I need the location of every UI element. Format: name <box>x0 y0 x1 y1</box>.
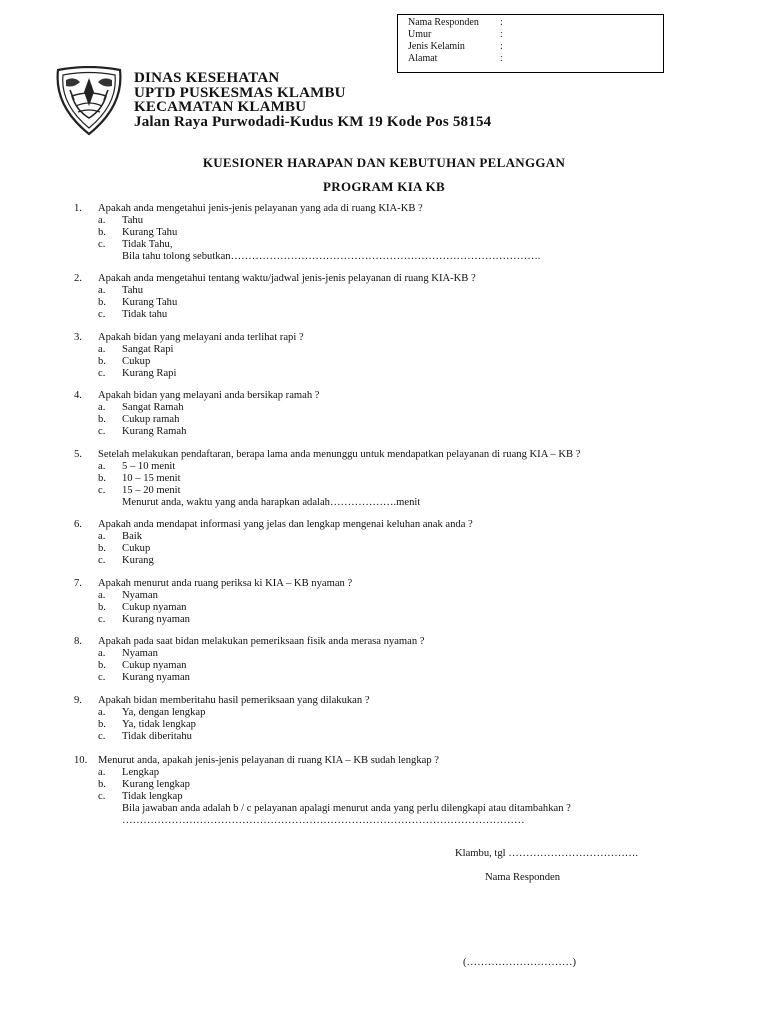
option-text: Tidak lengkap <box>122 791 183 802</box>
option-letter: b. <box>98 543 106 554</box>
option-letter: b. <box>98 356 106 367</box>
option-text: Tidak Tahu, <box>122 239 173 250</box>
option-text: 10 – 15 menit <box>122 473 181 484</box>
respondent-label: Nama Responden <box>408 17 479 28</box>
question-text: Apakah bidan yang melayani anda bersikap ramah ? <box>98 390 320 401</box>
option-letter: b. <box>98 414 106 425</box>
option-c[interactable] <box>74 614 352 626</box>
option-b[interactable] <box>74 602 352 614</box>
option-a[interactable] <box>74 344 304 356</box>
option-text: Kurang Tahu <box>122 297 178 308</box>
option-text: Cukup ramah <box>122 414 180 425</box>
option-c[interactable] <box>74 368 304 380</box>
agency-name: DINAS KESEHATAN <box>134 70 280 86</box>
respondent-label: Umur <box>408 29 432 40</box>
option-letter: c. <box>98 368 106 379</box>
signer-label: Nama Responden <box>485 872 561 883</box>
fill-in-line[interactable]: Bila tahu tolong sebutkan……………………………………………………………………………. <box>122 251 541 262</box>
question-text: Apakah bidan yang melayani anda terlihat rapi ? <box>98 332 304 343</box>
respondent-row-gender <box>408 41 663 53</box>
option-text: Kurang nyaman <box>122 672 190 683</box>
address-line: Jalan Raya Purwodadi-Kudus KM 19 Kode Pos 58154 <box>134 113 492 130</box>
option-text: Lengkap <box>122 767 160 778</box>
option-letter: c. <box>98 672 106 683</box>
question-text: Menurut anda, apakah jenis-jenis pelayanan di ruang KIA – KB sudah lengkap ? <box>98 755 439 766</box>
option-letter: a. <box>98 461 106 472</box>
respondent-colon: : <box>500 53 503 64</box>
question-4 <box>74 390 320 438</box>
option-text: Cukup nyaman <box>122 660 187 671</box>
option-b[interactable] <box>74 227 540 239</box>
question-7 <box>74 578 352 626</box>
option-letter: a. <box>98 402 106 413</box>
district-name: KECAMATAN KLAMBU <box>134 99 307 115</box>
fill-in-line[interactable]: …………………………………………………………………………………………………… <box>122 815 525 826</box>
question-3 <box>74 332 304 380</box>
option-letter: a. <box>98 344 106 355</box>
question-number: 1. <box>74 203 82 214</box>
option-text: Tidak tahu <box>122 309 168 320</box>
respondent-info-box <box>397 14 664 73</box>
respondent-label: Jenis Kelamin <box>408 41 465 52</box>
option-text: Cukup nyaman <box>122 602 187 613</box>
question-text: Apakah anda mendapat informasi yang jelas dan lengkap mengenai keluhan anak anda ? <box>98 519 473 530</box>
option-text: Cukup <box>122 356 151 367</box>
option-text: Sangat Ramah <box>122 402 184 413</box>
option-letter: a. <box>98 767 106 778</box>
question-text: Apakah anda mengetahui tentang waktu/jadwal jenis-jenis pelayanan di ruang KIA-KB ? <box>98 273 476 284</box>
question-number: 5. <box>74 449 82 460</box>
option-letter: a. <box>98 215 106 226</box>
option-letter: b. <box>98 473 106 484</box>
option-b[interactable] <box>74 356 304 368</box>
option-letter: c. <box>98 426 106 437</box>
question-text: Apakah bidan memberitahu hasil pemeriksaan yang dilakukan ? <box>98 695 370 706</box>
option-letter: a. <box>98 648 106 659</box>
option-letter: b. <box>98 602 106 613</box>
option-letter: c. <box>98 309 106 320</box>
option-c[interactable] <box>74 672 425 684</box>
option-letter: b. <box>98 297 106 308</box>
question-number: 6. <box>74 519 82 530</box>
option-letter: b. <box>98 779 106 790</box>
question-10 <box>74 755 571 827</box>
option-letter: a. <box>98 590 106 601</box>
option-letter: c. <box>98 614 106 625</box>
option-a[interactable] <box>74 402 320 414</box>
question-number: 2. <box>74 273 82 284</box>
option-letter: b. <box>98 227 106 238</box>
option-text: Kurang <box>122 555 154 566</box>
option-c[interactable] <box>74 791 571 803</box>
question-text: Apakah anda mengetahui jenis-jenis pelayanan yang ada di ruang KIA-KB ? <box>98 203 423 214</box>
puskesmas-name: UPTD PUSKESMAS KLAMBU <box>134 84 346 101</box>
option-a[interactable] <box>74 767 571 779</box>
option-text: Sangat Rapi <box>122 344 174 355</box>
option-a[interactable] <box>74 285 476 297</box>
question-9 <box>74 695 370 743</box>
option-b[interactable] <box>74 473 580 485</box>
option-letter: c. <box>98 555 106 566</box>
option-c[interactable] <box>74 731 370 743</box>
respondent-row-age <box>408 29 663 41</box>
option-text: Nyaman <box>122 590 158 601</box>
option-b[interactable] <box>74 719 370 731</box>
option-a[interactable] <box>74 707 370 719</box>
option-text: Baik <box>122 531 143 542</box>
option-text: Kurang Ramah <box>122 426 187 437</box>
option-b[interactable] <box>74 779 571 791</box>
place-date-line[interactable]: Klambu, tgl ………………………………. <box>455 848 639 859</box>
questionnaire-title: KUESIONER HARAPAN DAN KEBUTUHAN PELANGGAN <box>202 155 566 170</box>
question-1 <box>74 203 540 263</box>
option-text: Ya, tidak lengkap <box>122 719 196 730</box>
option-letter: c. <box>98 791 106 802</box>
question-2 <box>74 273 476 321</box>
option-c[interactable] <box>74 426 320 438</box>
question-text: Apakah pada saat bidan melakukan pemeriksaan fisik anda merasa nyaman ? <box>98 636 425 647</box>
option-letter: c. <box>98 239 106 250</box>
option-text: Kurang Tahu <box>122 227 178 238</box>
option-c[interactable] <box>74 239 540 251</box>
option-letter: b. <box>98 719 106 730</box>
question-number: 10. <box>74 755 88 766</box>
option-letter: a. <box>98 531 106 542</box>
option-a[interactable] <box>74 531 473 543</box>
option-text: 15 – 20 menit <box>122 485 181 496</box>
option-a[interactable] <box>74 215 540 227</box>
respondent-row-address <box>408 53 663 65</box>
question-number: 8. <box>74 636 82 647</box>
respondent-colon: : <box>500 17 503 28</box>
option-a[interactable] <box>74 590 352 602</box>
option-text: Tahu <box>122 215 144 226</box>
option-b[interactable] <box>74 543 473 555</box>
letterhead <box>134 71 491 129</box>
question-number: 7. <box>74 578 82 589</box>
option-text: Tidak diberitahu <box>122 731 192 742</box>
option-c[interactable] <box>74 485 580 497</box>
program-title: PROGRAM KIA KB <box>323 179 445 194</box>
option-text: Kurang Rapi <box>122 368 177 379</box>
option-a[interactable] <box>74 648 425 660</box>
option-text: 5 – 10 menit <box>122 461 176 472</box>
option-text: Ya, dengan lengkap <box>122 707 206 718</box>
option-letter: c. <box>98 731 106 742</box>
option-letter: b. <box>98 660 106 671</box>
question-6 <box>74 519 473 567</box>
option-letter: a. <box>98 285 106 296</box>
respondent-row-name <box>408 17 663 29</box>
option-c[interactable] <box>74 309 476 321</box>
option-letter: c. <box>98 485 106 496</box>
option-text: Tahu <box>122 285 144 296</box>
option-a[interactable] <box>74 461 580 473</box>
option-b[interactable] <box>74 297 476 309</box>
follow-up-question: Bila jawaban anda adalah b / c pelayanan apalagi menurut anda yang perlu dilengkapi atau ditambahkan ? <box>122 803 571 814</box>
question-number: 4. <box>74 390 82 401</box>
question-text: Apakah menurut anda ruang periksa ki KIA – KB nyaman ? <box>98 578 353 589</box>
fill-in-line[interactable]: Menurut anda, waktu yang anda harapkan adalah……………….menit <box>122 497 421 508</box>
question-5 <box>74 449 580 509</box>
signature-line[interactable]: (…………………………) <box>463 957 576 968</box>
option-text: Kurang lengkap <box>122 779 190 790</box>
respondent-colon: : <box>500 41 503 52</box>
question-number: 3. <box>74 332 82 343</box>
option-text: Nyaman <box>122 648 158 659</box>
question-8 <box>74 636 425 684</box>
regency-crest-logo <box>52 66 126 136</box>
question-number: 9. <box>74 695 82 706</box>
respondent-colon: : <box>500 29 503 40</box>
respondent-label: Alamat <box>408 53 438 64</box>
option-b[interactable] <box>74 660 425 672</box>
question-text: Setelah melakukan pendaftaran, berapa lama anda menunggu untuk mendapatkan pelayanan di ruang KIA – KB ? <box>98 449 581 460</box>
option-text: Cukup <box>122 543 151 554</box>
option-letter: a. <box>98 707 106 718</box>
option-b[interactable] <box>74 414 320 426</box>
option-text: Kurang nyaman <box>122 614 190 625</box>
option-c[interactable] <box>74 555 473 567</box>
